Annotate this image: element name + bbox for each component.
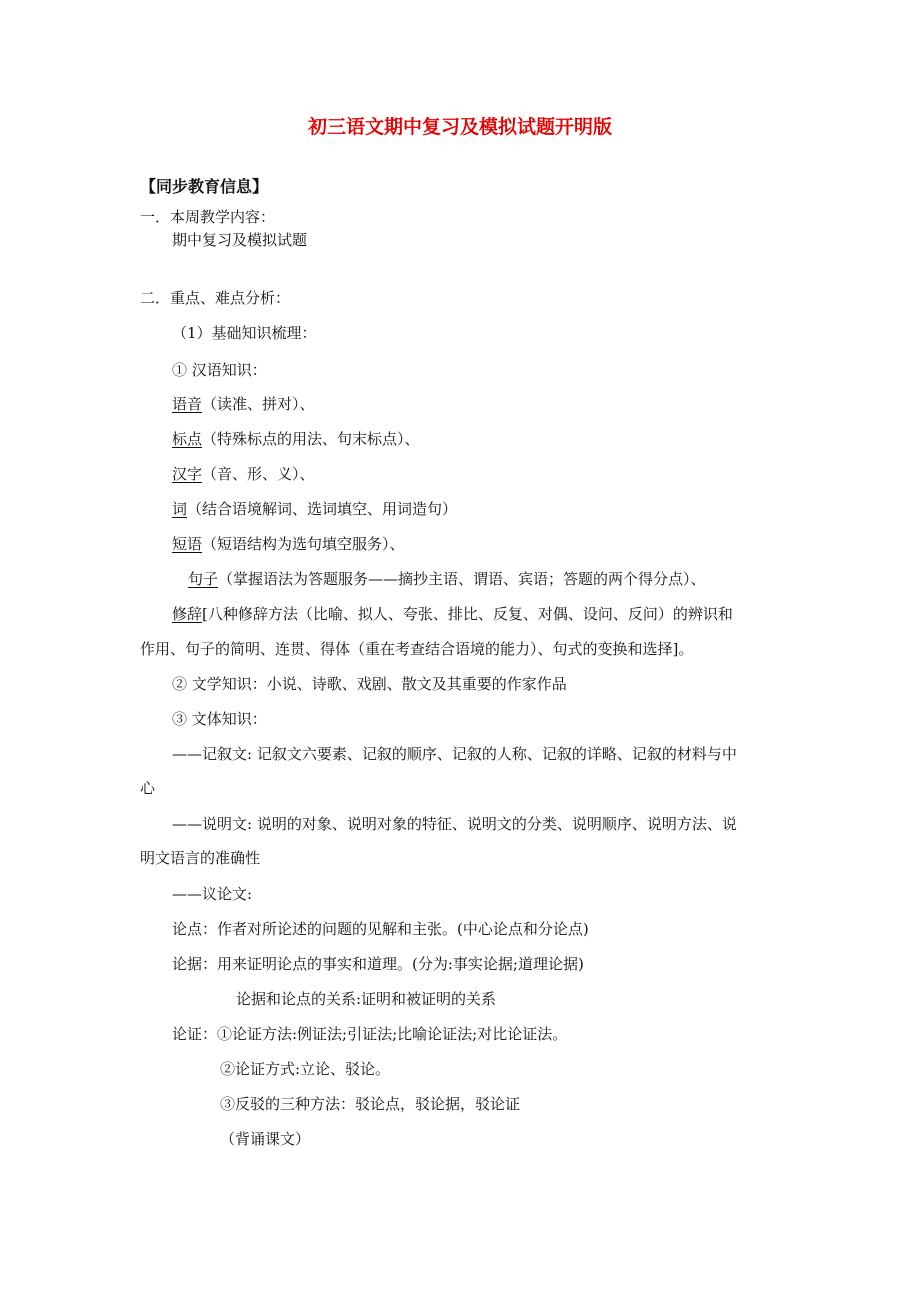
item-term: 标点: [172, 430, 203, 448]
recite-note: （背诵课文）: [220, 1130, 311, 1148]
item-term: 修辞: [172, 605, 203, 623]
argument-methods-line: 论证：①论证方法:例证法;引证法;比喻论证法;对比论证法。: [172, 1025, 568, 1043]
argumentative-heading: ——议论文:: [172, 885, 253, 903]
argument-modes-line: ②论证方式:立论、驳论。: [220, 1060, 391, 1078]
expository-line2: 明文语言的准确性: [140, 849, 261, 867]
item-desc: （掌握语法为答题服务——摘抄主语、谓语、宾语；答题的两个得分点）、: [218, 570, 706, 588]
item-term: 句子: [188, 570, 219, 588]
part2-heading: 二．重点、难点分析：: [140, 289, 291, 307]
item-sentences: [188, 569, 706, 589]
item-desc: （特殊标点的用法、句末标点）、: [202, 430, 420, 448]
section-heading: 【同步教育信息】: [140, 177, 269, 196]
relation-line: 论据和论点的关系:证明和被证明的关系: [236, 990, 497, 1008]
item-term: 词: [172, 500, 188, 518]
item-term: 语音: [172, 395, 203, 413]
rhetoric-continued: 作用、句子的简明、连贯、得体（重在考查结合语境的能力）、句式的变换和选择]。: [140, 640, 694, 658]
chinese-knowledge-label: ① 汉语知识：: [172, 361, 267, 379]
item-words: [172, 499, 457, 519]
item-desc: （读准、拼对）、: [202, 395, 315, 413]
evidence-line: 论据：用来证明论点的事实和道理。(分为:事实论据;道理论据): [172, 955, 584, 973]
item-desc: （音、形、义）、: [202, 465, 315, 483]
item-rhetoric: [172, 604, 733, 624]
item-pronunciation: [172, 394, 315, 414]
narrative-line2: 心: [140, 779, 156, 797]
item-term: 汉字: [172, 465, 203, 483]
part1-heading: 一．本周教学内容：: [140, 208, 276, 226]
item-desc: （结合语境解词、选词填空、用词造句）: [187, 500, 458, 518]
expository-line1: ——说明文: 说明的对象、说明对象的特征、说明文的分类、说明顺序、说明方法、说: [172, 815, 737, 833]
part1-content: 期中复习及模拟试题: [172, 231, 308, 249]
document-title: 初三语文期中复习及模拟试题开明版: [307, 116, 612, 138]
item-desc: [八种修辞方法（比喻、拟人、夸张、排比、反复、对偶、设问、反问）的辨识和: [202, 605, 733, 623]
narrative-line1: ——记叙文: 记叙文六要素、记叙的顺序、记叙的人称、记叙的详略、记叙的材料与中: [172, 745, 737, 763]
genre-knowledge: ③ 文体知识：: [172, 710, 267, 728]
refutation-line: ③反驳的三种方法：驳论点，驳论据，驳论证: [220, 1095, 521, 1113]
item-phrases: [172, 534, 405, 554]
literature-knowledge: ② 文学知识：小说、诗歌、戏剧、散文及其重要的作家作品: [172, 675, 567, 693]
basic-knowledge-heading: （1）基础知识梳理：: [172, 324, 317, 342]
item-term: 短语: [172, 535, 203, 553]
item-punctuation: [172, 429, 420, 449]
thesis-line: 论点：作者对所论述的问题的见解和主张。(中心论点和分论点): [172, 920, 589, 938]
item-characters: [172, 464, 315, 484]
item-desc: （短语结构为选句填空服务）、: [202, 535, 405, 553]
